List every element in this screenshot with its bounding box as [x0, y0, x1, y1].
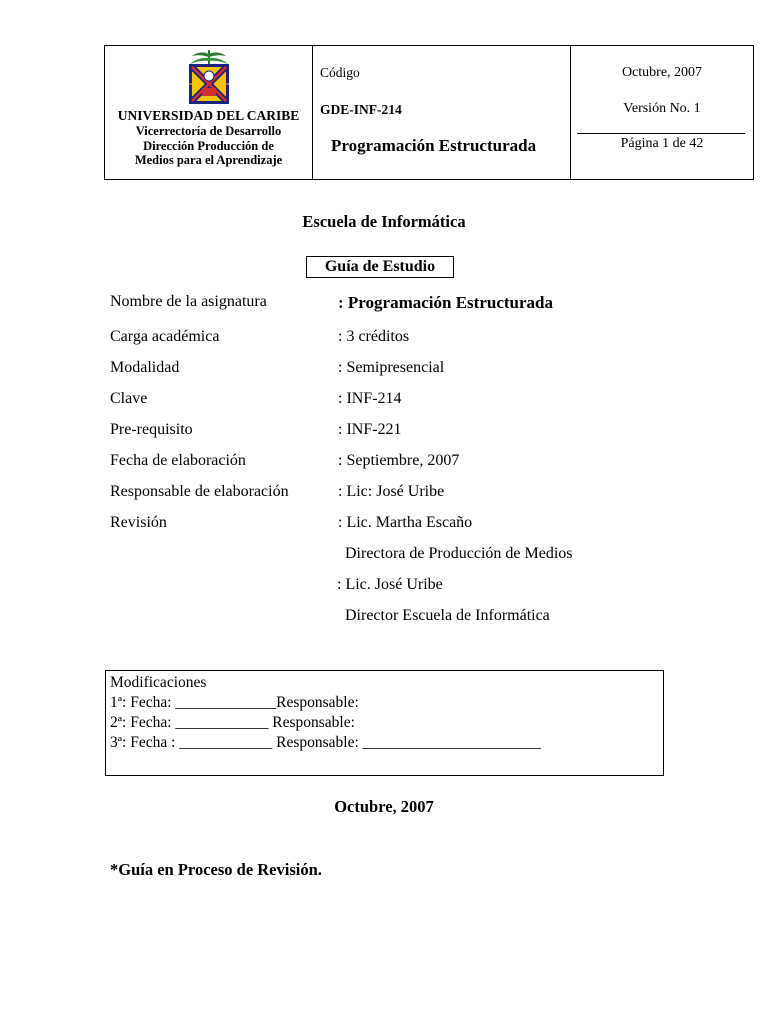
institution-subtitle-line: Vicerrectoría de Desarrollo	[135, 124, 282, 138]
modification-line: 3ª: Fecha : ____________ Responsable: _______________________	[110, 734, 541, 751]
document-header-table	[104, 45, 754, 180]
field-value: : Semipresencial	[338, 359, 445, 376]
field-label: Modalidad	[110, 359, 180, 376]
field-value: : INF-214	[338, 390, 402, 407]
header-course-title: Programación Estructurada	[331, 136, 537, 155]
header-code-cell	[313, 46, 571, 179]
field-value: : Lic. Martha Escaño	[338, 514, 473, 531]
modifications-box	[105, 670, 664, 776]
revision-reviewer-title: Directora de Producción de Medios	[345, 545, 573, 562]
revision-reviewer-title: Director Escuela de Informática	[345, 607, 550, 624]
school-title: Escuela de Informática	[302, 212, 466, 231]
field-value: : Septiembre, 2007	[338, 452, 460, 469]
field-value: : INF-221	[338, 421, 402, 438]
field-value: : Programación Estructurada	[338, 293, 553, 312]
field-label: Revisión	[110, 514, 167, 531]
university-name: UNIVERSIDAD DEL CARIBE	[117, 108, 300, 123]
field-label: Pre-requisito	[110, 421, 193, 438]
field-value: : 3 créditos	[338, 328, 410, 345]
header-institution-cell	[105, 46, 313, 179]
field-label: Fecha de elaboración	[110, 452, 246, 469]
university-logo-icon	[182, 48, 236, 110]
field-label: Clave	[110, 390, 148, 407]
version-number: Versión No. 1	[623, 101, 701, 116]
modification-line: 1ª: Fecha: _____________Responsable:	[110, 694, 359, 711]
guide-title-box: Guía de Estudio	[306, 256, 454, 278]
revision-reviewer: : Lic. José Uribe	[337, 576, 443, 593]
field-label: Nombre de la asignatura	[110, 293, 267, 310]
document-code: GDE-INF-214	[320, 102, 402, 117]
header-date: Octubre, 2007	[621, 65, 703, 80]
institution-subtitle-line: Medios para el Aprendizaje	[134, 153, 283, 167]
field-label: Responsable de elaboración	[110, 483, 289, 500]
codigo-label: Código	[320, 65, 360, 80]
review-note: *Guía en Proceso de Revisión.	[110, 860, 322, 879]
header-version-cell	[571, 46, 753, 179]
field-label: Carga académica	[110, 328, 220, 345]
footer-date: Octubre, 2007	[334, 797, 434, 816]
modification-line: 2ª: Fecha: ____________ Responsable:	[110, 714, 355, 731]
institution-subtitle-line: Dirección Producción de	[143, 138, 274, 153]
institution-subtitle	[105, 124, 312, 168]
header-divider	[577, 133, 745, 134]
modifications-title: Modificaciones	[110, 674, 207, 691]
field-value: : Lic: José Uribe	[338, 483, 445, 500]
page-indicator: Página 1 de 42	[620, 136, 704, 151]
